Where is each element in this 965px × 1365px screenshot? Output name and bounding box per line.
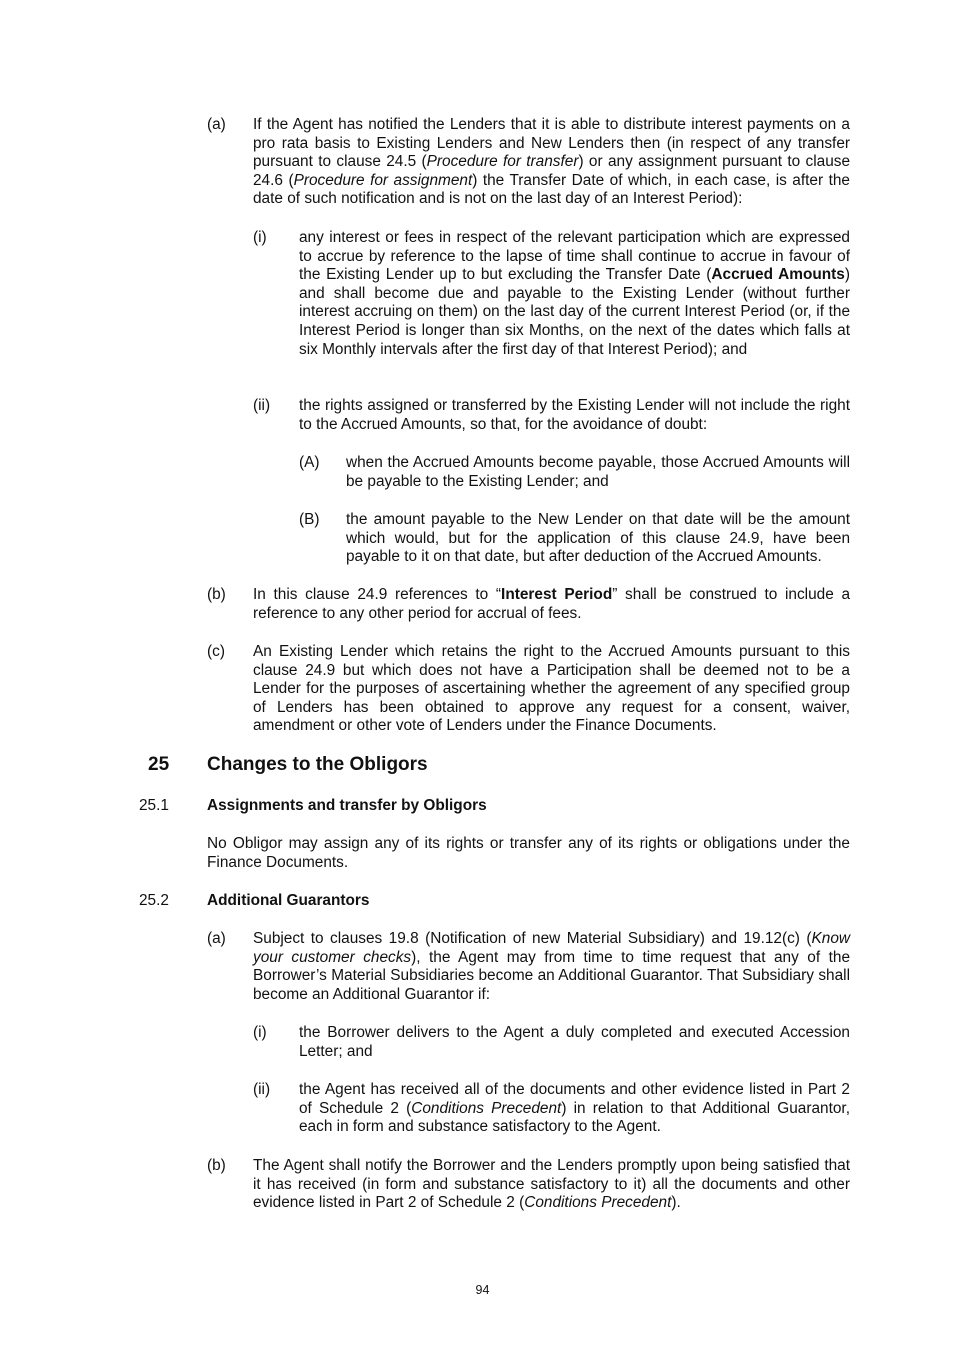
para-c-label: (c) [207,643,225,660]
para-a-text-2: ) or any assignment pursuant to clause 24.6 ( [253,153,851,189]
clause-25-1-text: No Obligor may assign any of its rights or transfer any of its rights or obligations under the Finance Documents. [207,835,850,871]
clause-25-2-a-text [253,930,850,1004]
para-a-ref-transfer: Procedure for transfer [426,153,579,171]
accrued-amounts-term: Accrued Amounts [711,266,845,284]
para-a-ii-B-label: (B) [299,511,320,528]
clause-25-1-title: Assignments and transfer by Obligors [207,797,487,814]
interest-period-term: Interest Period [501,586,613,603]
para-b-text-1: In this clause 24.9 references to “ [253,586,502,603]
clause-25-2-b-text-1: The Agent shall notify the Borrower and the Lenders promptly upon being satisfied that it has received (in form and substance satisfactory to it) all the documents and other evidence listed in Part 2 of Schedule 2 ( [253,1157,850,1212]
para-a-ii-text: the rights assigned or transferred by the Existing Lender will not include the right to the Accrued Amounts, so that, for the avoidance of doubt: [299,397,850,433]
page-number: 94 [475,1283,490,1297]
clause-25-2-a-ii-label: (ii) [253,1081,271,1098]
para-b-label: (b) [207,586,226,603]
clause-25-2-number: 25.2 [139,892,169,909]
clause-25-1-number: 25.1 [139,797,169,814]
clause-25-2-a-i-label: (i) [253,1024,267,1041]
para-b-text [253,586,850,623]
kyc-ref: Know your customer checks [253,930,850,966]
clause-25-2-a-ii-text-2: ) in relation to that Additional Guarantor, each in form and substance satisfactory to the Agent. [299,1099,850,1136]
clause-25-number: 25 [148,754,170,775]
conditions-precedent-ref: Conditions Precedent [411,1099,562,1117]
para-a-ii-A-label: (A) [299,454,320,471]
para-a-i-text [299,229,850,359]
clause-25-2-a-ii-text-1: the Agent has received all of the documents and other evidence listed in Part 2 of Schedule 2 ( [299,1081,850,1117]
clause-25-2-b-text-2: ). [671,1194,681,1212]
para-a-i-label: (i) [253,229,267,246]
clause-25-2-title: Additional Guarantors [207,892,370,909]
clause-25-2-b-text [253,1157,850,1213]
para-a-ref-assignment: Procedure for assignment [293,171,473,189]
clause-25-2-a-text-2: ), the Agent may from time to time request that any of the Borrower’s Material Subsidiaries become an Additional Guarantor. That Subsidiary shall become an Additional Guarantor if: [253,948,850,1003]
para-a-text-3: ) the Transfer Date of which, in each case, is after the date of such notification and is not on the last day of an Interest Period): [253,171,850,208]
conditions-precedent-ref-2: Conditions Precedent [524,1194,672,1212]
para-a-text [253,116,850,209]
para-a-i-text-1: any interest or fees in respect of the relevant participation which are expressed to accrue by reference to the lapse of time shall continue to accrue in favour of the Existing Lender up to but excluding the Transfer Date ( [299,229,850,284]
clause-25-title: Changes to the Obligors [207,754,428,775]
para-a-ii-B-text: the amount payable to the New Lender on that date will be the amount which would, but for the application of this clause 24.9, have been payable to it on that date, but after deduction of the Accrued Amounts. [346,511,850,566]
para-a-label: (a) [207,116,226,133]
para-a-ii-A-text: when the Accrued Amounts become payable, those Accrued Amounts will be payable to the Existing Lender; and [346,454,850,490]
clause-25-2-a-text-1: Subject to clauses 19.8 (Notification of new Material Subsidiary) and 19.12(c) ( [253,930,812,947]
clause-25-2-a-i-text: the Borrower delivers to the Agent a duly completed and executed Accession Letter; and [299,1024,850,1060]
para-a-text-1: If the Agent has notified the Lenders that it is able to distribute interest payments on a pro rata basis to Existing Lenders and New Lenders then (in respect of any transfer pursuant to clause 24.5 ( [253,116,850,171]
para-b-text-2: ” shall be construed to include a reference to any other period for accrual of fees. [253,586,851,622]
clause-25-2-a-label: (a) [207,930,226,947]
para-c-text: An Existing Lender which retains the right to the Accrued Amounts pursuant to this clause 24.9 but which does not have a Participation shall be deemed not to be a Lender for the purposes of ascertaining whether the agreement of any specified group of Lenders has been obtained to approve any request for a consent, waiver, amendment or other vote of Lenders under the Finance Documents. [253,643,850,735]
para-a-ii-label: (ii) [253,397,271,414]
clause-25-2-a-ii-text [299,1081,850,1137]
para-a-i-text-2: ) and shall become due and payable to the Existing Lender (without further interest accruing on them) on the last day of the current Interest Period (or, if the Interest Period is longer than six Months, on the next of the dates which falls at six Monthly intervals after the first day of that Interest Period); and [299,266,850,358]
clause-25-2-b-label: (b) [207,1157,226,1174]
